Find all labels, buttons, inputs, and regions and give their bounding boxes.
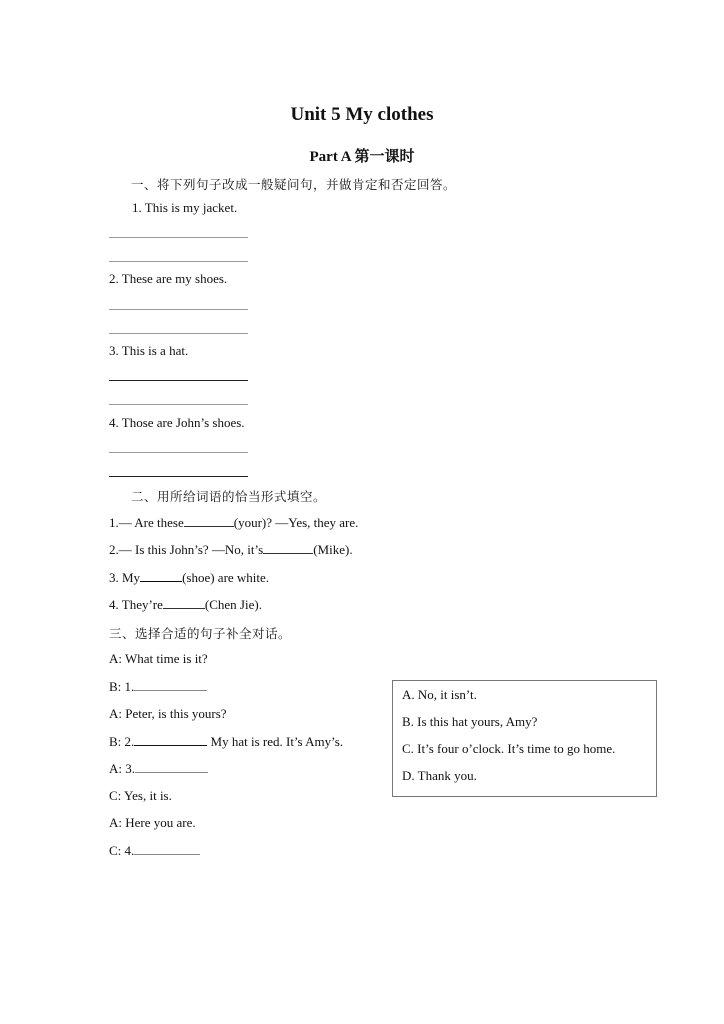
answer-line[interactable]	[109, 237, 248, 238]
dialogue-line-4	[109, 733, 343, 750]
dialogue-speaker-text: B: 2.	[109, 734, 135, 749]
page-subtitle: Part A 第一课时	[309, 149, 415, 165]
dialogue-line-1: A: What time is it?	[109, 651, 208, 666]
option-c: C. It’s four o’clock. It’s time to go home.	[402, 741, 616, 756]
item-text-after: (Mike).	[313, 542, 353, 557]
section1-item-2: 2. These are my shoes.	[109, 271, 228, 286]
fill-blank[interactable]	[263, 541, 313, 554]
item-text-after: (shoe) are white.	[182, 570, 270, 585]
fill-blank[interactable]	[184, 514, 234, 527]
answer-line[interactable]	[109, 261, 248, 262]
dialogue-line-3: A: Peter, is this yours?	[109, 706, 227, 721]
dialogue-line-7: A: Here you are.	[109, 815, 196, 830]
item-text-after: (your)? —Yes, they are.	[233, 515, 359, 530]
dialogue-line-2	[109, 678, 207, 695]
section2-item-1	[109, 514, 358, 531]
answer-line[interactable]	[109, 380, 248, 381]
dialogue-line-6: C: Yes, it is.	[109, 788, 172, 803]
section2-item-4	[109, 596, 262, 613]
dialogue-line-8	[109, 842, 200, 859]
option-d: D. Thank you.	[402, 768, 477, 783]
fill-blank[interactable]	[134, 678, 207, 691]
answer-line[interactable]	[109, 452, 248, 453]
section3-heading: 三、选择合适的句子补全对话。	[109, 626, 292, 641]
fill-blank[interactable]	[163, 596, 205, 609]
item-text-before: 3. My	[109, 570, 141, 585]
section1-item-4: 4. Those are John’s shoes.	[109, 415, 245, 430]
fill-blank[interactable]	[140, 569, 182, 582]
answer-line[interactable]	[109, 309, 248, 310]
section2-item-3	[109, 569, 269, 586]
fill-blank[interactable]	[135, 760, 208, 773]
item-text-before: 2.— Is this John’s? —No, it’s	[109, 542, 264, 557]
section1-item-3: 3. This is a hat.	[109, 343, 189, 358]
options-box	[392, 680, 657, 797]
section2-item-2	[109, 541, 353, 558]
page-title: Unit 5 My clothes	[290, 104, 434, 125]
dialogue-speaker-text: C: 4.	[109, 843, 135, 858]
option-b: B. Is this hat yours, Amy?	[402, 714, 538, 729]
item-text-before: 1.— Are these	[109, 515, 184, 530]
answer-line[interactable]	[109, 333, 248, 334]
fill-blank[interactable]	[134, 733, 207, 746]
item-text-after: (Chen Jie).	[204, 597, 262, 612]
section1-heading: 一、将下列句子改成一般疑问句，并做肯定和否定回答。	[131, 177, 457, 192]
section1-item-1: 1. This is my jacket.	[132, 200, 238, 215]
dialogue-tail-text: My hat is red. It’s Amy’s.	[207, 734, 344, 749]
item-text-before: 4. They’re	[109, 597, 163, 612]
dialogue-line-5	[109, 760, 208, 777]
fill-blank[interactable]	[134, 842, 200, 855]
section2-heading: 二、用所给词语的恰当形式填空。	[131, 489, 327, 504]
option-a: A. No, it isn’t.	[402, 687, 477, 702]
dialogue-speaker-text: A: 3.	[109, 761, 135, 776]
answer-line[interactable]	[109, 404, 248, 405]
dialogue-speaker-text: B: 1.	[109, 679, 135, 694]
answer-line[interactable]	[109, 476, 248, 477]
